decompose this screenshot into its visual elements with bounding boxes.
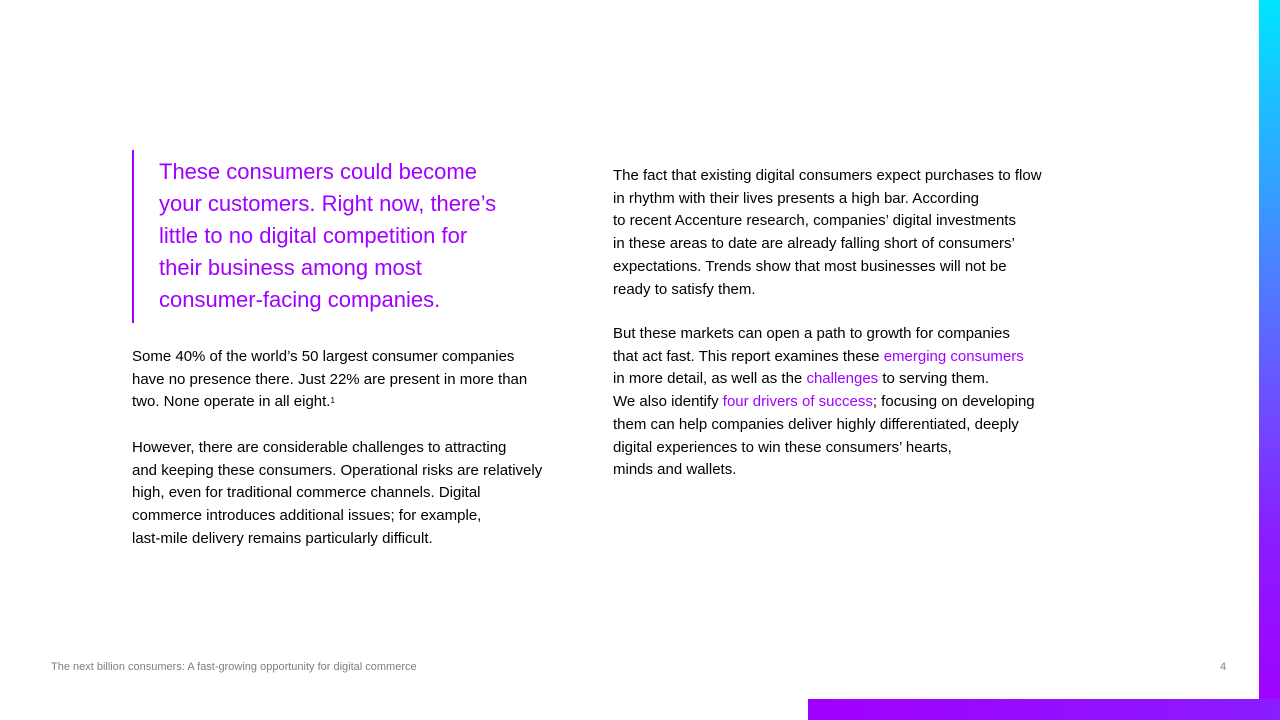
four-drivers-of-success-link[interactable]: four drivers of success: [722, 393, 873, 411]
text-line: Some 40% of the world’s 50 largest consumer companies: [132, 348, 515, 365]
text-line: But these markets can open a path to growth for companies: [613, 325, 1010, 342]
text-line: ready to satisfy them.: [613, 280, 756, 298]
footer-document-title: The next billion consumers: A fast-growing opportunity for digital commerce: [51, 661, 417, 673]
text-line: in rhythm with their lives presents a high bar. According: [613, 189, 980, 207]
quote-line: little to no digital competition for: [159, 223, 468, 248]
challenges-link[interactable]: challenges: [806, 370, 879, 388]
quote-line: their business among most: [159, 255, 422, 280]
left-paragraph-2: [132, 437, 552, 551]
text-line: high, even for traditional commerce channels. Digital: [132, 484, 481, 502]
pull-quote: [132, 150, 524, 323]
text-fragment: to serving them.: [878, 370, 990, 388]
text-line: [613, 368, 1073, 391]
text-line: [613, 346, 1073, 369]
quote-line: These consumers could become: [159, 159, 477, 184]
left-paragraph-1: [132, 346, 552, 414]
gradient-bottom-bar: [808, 699, 1280, 720]
text-fragment: that act fast. This report examines these: [613, 347, 884, 365]
text-fragment: We also identify: [613, 393, 723, 411]
text-fragment: two. None operate in all eight.: [132, 393, 331, 411]
text-line: minds and wallets.: [613, 461, 737, 479]
text-line: have no presence there. Just 22% are present in more than: [132, 370, 528, 388]
text-line: to recent Accenture research, companies’ digital investments: [613, 212, 1016, 230]
text-line: commerce introduces additional issues; for example,: [132, 507, 482, 525]
text-fragment: in more detail, as well as the: [613, 370, 807, 388]
footnote-marker[interactable]: 1: [330, 396, 335, 406]
text-line: [613, 391, 1073, 414]
text-line: expectations. Trends show that most businesses will not be: [613, 257, 1007, 275]
gradient-side-bar: [1259, 0, 1280, 720]
quote-line: your customers. Right now, there’s: [159, 191, 497, 216]
text-line: and keeping these consumers. Operational risks are relatively: [132, 461, 543, 479]
right-paragraph-1: [613, 165, 1073, 301]
page-number: 4: [1220, 661, 1227, 673]
text-fragment: ; focusing on developing: [872, 393, 1035, 411]
quote-line: consumer-facing companies.: [159, 287, 441, 312]
right-paragraph-2: [613, 323, 1073, 482]
text-line: them can help companies deliver highly differentiated, deeply: [613, 415, 1019, 433]
emerging-consumers-link[interactable]: emerging consumers: [883, 347, 1024, 365]
text-line: last-mile delivery remains particularly difficult.: [132, 529, 433, 547]
text-line: [132, 391, 552, 414]
pull-quote-text: [159, 156, 529, 316]
text-line: in these areas to date are already falling short of consumers’: [613, 235, 1015, 253]
text-line: However, there are considerable challenges to attracting: [132, 439, 507, 456]
text-line: digital experiences to win these consumers’ hearts,: [613, 438, 952, 456]
text-line: The fact that existing digital consumers expect purchases to flow: [613, 167, 1042, 184]
